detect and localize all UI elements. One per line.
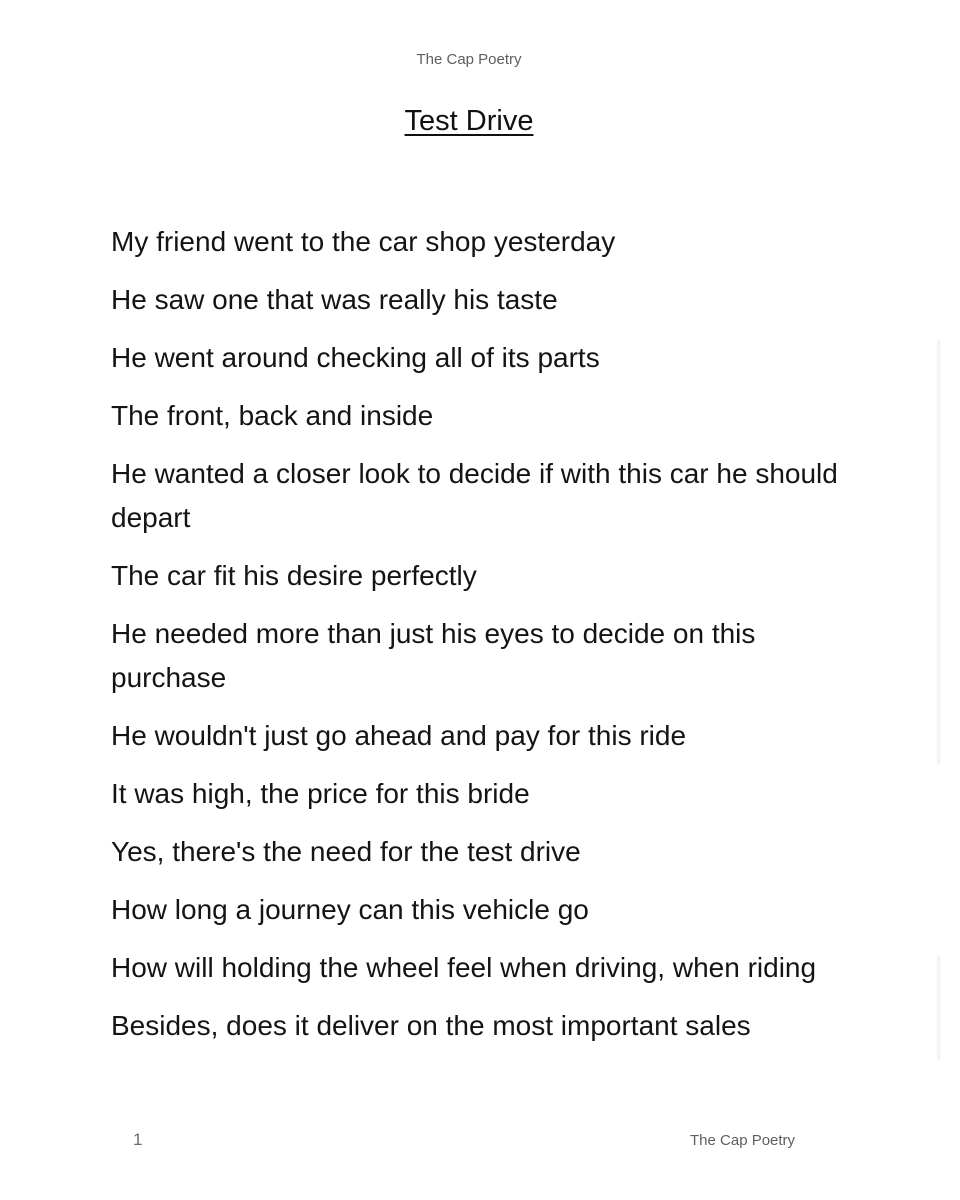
poem-line: He saw one that was really his taste xyxy=(111,284,558,315)
poem-body xyxy=(111,220,841,1062)
poem-line: How will holding the wheel feel when driving, when riding xyxy=(111,952,817,983)
poem-line: He needed more than just his eyes to decide on this purchase xyxy=(111,618,756,693)
page-edge-shadow xyxy=(937,955,941,1060)
poem-line: He wouldn't just go ahead and pay for this ride xyxy=(111,720,687,751)
poem-line: The car fit his desire perfectly xyxy=(111,560,477,591)
poem-line: Yes, there's the need for the test drive xyxy=(111,836,581,867)
poem-line: He wanted a closer look to decide if with this car he should depart xyxy=(111,458,838,533)
running-footer: The Cap Poetry xyxy=(690,1132,796,1149)
poem-line: How long a journey can this vehicle go xyxy=(111,894,589,925)
page-edge-shadow xyxy=(937,340,941,765)
poem-title: Test Drive xyxy=(404,105,534,137)
poem-line: The front, back and inside xyxy=(111,400,434,431)
page-number: 1 xyxy=(133,1130,143,1149)
poem-line: Besides, does it deliver on the most important sales xyxy=(111,1010,751,1041)
poem-line: It was high, the price for this bride xyxy=(111,778,530,809)
poem-line: My friend went to the car shop yesterday xyxy=(111,226,616,257)
running-header: The Cap Poetry xyxy=(416,51,522,68)
poem-line: He went around checking all of its parts xyxy=(111,342,600,373)
